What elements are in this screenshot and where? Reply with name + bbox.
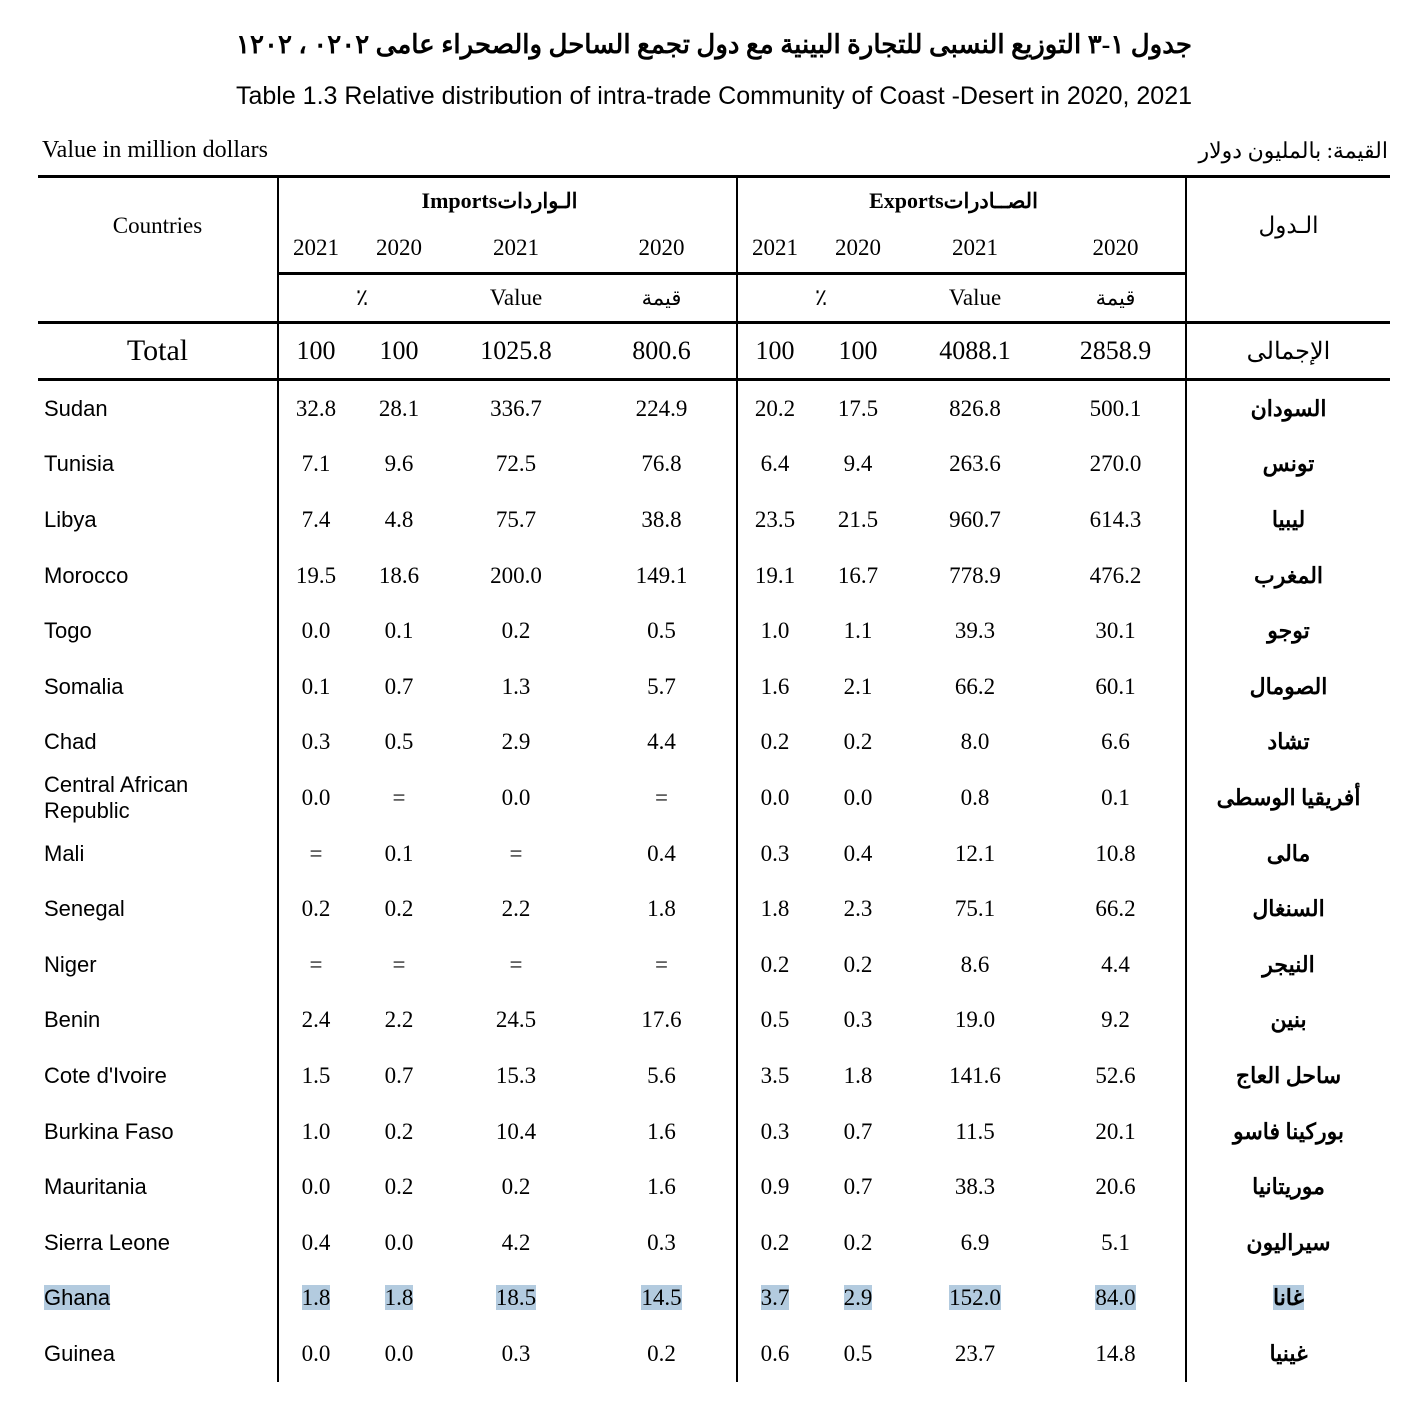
row-imports-pct-2020: 0.2 [384,896,414,922]
row-exports-pct-2020: 0.0 [843,784,873,810]
row-country-name-ar [1186,1271,1390,1327]
header-imports-year-val-2021: 2021 [445,224,587,274]
row-exports-pct-2020: 0.7 [843,1118,873,1144]
row-exports-val-2021 [904,1271,1046,1327]
row-exports-pct-2021: 19.1 [737,548,812,604]
row-imports-val-2020: 0.3 [647,1229,676,1255]
highlight-mark: 1.8 [384,1285,414,1311]
row-exports-val-2021: 12.1 [954,840,996,866]
row-imports-val-2021: 4.2 [501,1229,531,1255]
row-imports-val-2021: 10.4 [495,1118,537,1144]
row-exports-pct-2020: 0.7 [843,1174,873,1200]
row-imports-val-2021: 2.2 [501,896,531,922]
row-imports-pct-2020: 0.5 [384,729,414,755]
row-exports-val-2020: 9.2 [1101,1007,1130,1033]
row-imports-val-2020: 224.9 [635,395,688,421]
row-imports-val-2020: 0.5 [647,618,676,644]
row-imports-pct-2020 [353,1271,445,1327]
row-country-name-ar: سيراليون [1186,1215,1390,1271]
row-exports-pct-2020: 1.1 [843,618,873,644]
header-imports-year-pct-2020: 2020 [353,224,445,274]
row-country-name-en [38,1271,278,1327]
row-exports-val-2020: 476.2 [1089,562,1142,588]
header-imports-value-en: Value [445,274,587,323]
row-imports-pct-2021: = [278,826,353,882]
table-row [38,492,1390,548]
row-country-name-ar: موريتانيا [1186,1159,1390,1215]
row-country-name-ar: بوركينا فاسو [1186,1104,1390,1160]
row-country-name-ar: السنغال [1186,881,1390,937]
row-imports-val-2021: 0.0 [501,784,531,810]
row-country-name-en: Sierra Leone [44,1229,170,1255]
row-country-name-ar: النيجر [1186,937,1390,993]
row-exports-pct-2020: 2.3 [843,896,873,922]
row-imports-pct-2020: 2.2 [384,1007,414,1033]
units-caption-row [42,137,1388,164]
row-exports-pct-2020: 17.5 [837,395,879,421]
row-exports-pct-2021: 1.0 [737,603,812,659]
row-exports-pct-2021: 1.6 [737,659,812,715]
header-countries-arabic: الـدول [1186,177,1390,274]
row-exports-val-2020: 6.6 [1101,729,1130,755]
row-imports-pct-2021 [278,1271,353,1327]
row-country-name-ar: توجو [1186,603,1390,659]
row-imports-val-2020: 1.8 [647,896,676,922]
row-imports-pct-2021: 0.2 [278,881,353,937]
row-exports-val-2020: 60.1 [1095,673,1136,699]
row-imports-val-2021: 2.9 [501,729,531,755]
total-imports-val-2021: 1025.8 [445,323,587,380]
row-country-name-en: Cote d'Ivoire [44,1062,167,1088]
row-exports-pct-2020: 0.2 [843,951,873,977]
header-imports-percent: ٪ [278,274,445,323]
units-caption-arabic: القيمة: بالمليون دولار [1198,138,1388,163]
row-exports-val-2021: 8.6 [960,951,990,977]
table-body [38,380,1390,1382]
highlight-mark: 152.0 [949,1285,1001,1311]
row-imports-val-2020: 76.8 [641,451,682,477]
header-exports-value-en: Value [904,274,1046,323]
row-exports-pct-2020 [812,1271,904,1327]
row-country-name-en: Niger [44,951,97,977]
row-imports-pct-2020: 0.0 [384,1229,414,1255]
table-row [38,715,1390,771]
row-imports-pct-2020: 28.1 [378,395,420,421]
row-exports-val-2021: 23.7 [954,1340,996,1366]
row-imports-val-2021: 336.7 [490,395,542,421]
row-imports-val-2021: = [509,951,523,977]
table-row [38,881,1390,937]
row-exports-val-2021: 75.1 [954,896,996,922]
row-exports-pct-2021: 0.0 [737,770,812,826]
row-country-name-ar: المغرب [1186,548,1390,604]
row-imports-pct-2020: 4.8 [384,506,414,532]
row-exports-val-2020: 66.2 [1095,896,1136,922]
total-exports-val-2020: 2858.9 [1046,323,1186,380]
total-exports-val-2021: 4088.1 [904,323,1046,380]
row-imports-pct-2020: 0.7 [384,1062,414,1088]
row-exports-pct-2020: 0.4 [843,840,873,866]
row-country-name-ar: ساحل العاج [1186,1048,1390,1104]
header-sub-blank-right [1186,274,1390,323]
row-exports-pct-2021: 0.5 [737,993,812,1049]
table-row [38,437,1390,493]
row-exports-val-2020: 614.3 [1089,506,1142,532]
row-imports-pct-2020: 0.1 [384,840,414,866]
row-exports-pct-2020: 0.2 [843,729,873,755]
table-row [38,826,1390,882]
table-row [38,1326,1390,1382]
total-label-ar: الإجمالى [1186,323,1390,380]
units-caption-english: Value in million dollars [42,137,268,163]
row-imports-pct-2021: 0.0 [278,1159,353,1215]
header-exports-value-ar: قيمة [1046,274,1186,323]
row-exports-pct-2020: 16.7 [837,562,879,588]
row-exports-val-2021: 8.0 [960,729,990,755]
row-imports-val-2021: 0.3 [501,1340,531,1366]
row-imports-val-2020: 5.7 [647,673,676,699]
row-country-name-en: Somalia [44,673,124,699]
table-total-row [38,323,1390,380]
row-exports-val-2020: 270.0 [1089,451,1142,477]
total-imports-pct-2020: 100 [353,323,445,380]
row-imports-pct-2020: 0.0 [384,1340,414,1366]
row-country-name-en: Mauritania [44,1174,147,1200]
header-imports-year-val-2020: 2020 [587,224,737,274]
row-exports-pct-2020: 0.3 [843,1007,873,1033]
row-exports-val-2020 [1046,1271,1186,1327]
highlight-mark: 18.5 [495,1285,537,1311]
total-imports-pct-2021: 100 [278,323,353,380]
table-container [38,175,1390,1382]
row-imports-val-2021: 15.3 [495,1062,537,1088]
row-imports-val-2020: 4.4 [647,729,676,755]
table-row [38,548,1390,604]
table-title-english: Table 1.3 Relative distribution of intra-trade Community of Coast -Desert in 2020, 2021 [235,82,1193,110]
highlight-mark: 1.8 [301,1285,331,1311]
row-imports-val-2021: 1.3 [501,673,531,699]
row-exports-val-2020: 5.1 [1101,1229,1130,1255]
row-country-name-en: Benin [44,1007,101,1033]
row-country-name-ar: تونس [1186,437,1390,493]
row-exports-pct-2021: 0.2 [737,1215,812,1271]
row-exports-pct-2020: 1.8 [843,1062,873,1088]
row-imports-val-2020: 149.1 [635,562,688,588]
row-imports-pct-2020: 9.6 [384,451,414,477]
row-exports-pct-2021: 0.9 [737,1159,812,1215]
row-imports-val-2021: 72.5 [495,451,537,477]
row-imports-val-2020 [587,1271,737,1327]
row-imports-pct-2021: 1.0 [278,1104,353,1160]
row-imports-val-2020: = [655,784,668,810]
row-imports-pct-2021: 0.4 [278,1215,353,1271]
row-exports-val-2021: 141.6 [949,1062,1001,1088]
row-exports-pct-2021: 0.2 [737,715,812,771]
row-imports-pct-2021: 0.0 [278,770,353,826]
header-exports-label-en: Exports [869,188,944,213]
row-imports-val-2020: = [655,951,668,977]
table-row [38,1104,1390,1160]
row-imports-val-2021 [445,1271,587,1327]
total-imports-val-2020: 800.6 [587,323,737,380]
row-imports-pct-2020: 0.2 [384,1118,414,1144]
row-country-name-ar: مالى [1186,826,1390,882]
row-country-name-ar: بنين [1186,993,1390,1049]
row-exports-val-2021: 38.3 [954,1174,996,1200]
row-exports-pct-2020: 0.5 [843,1340,873,1366]
row-exports-pct-2021: 0.3 [737,826,812,882]
row-country-name-en: Mali [44,840,85,866]
row-imports-pct-2021: 0.3 [278,715,353,771]
row-exports-pct-2021 [737,1271,812,1327]
row-imports-val-2021: 24.5 [495,1007,537,1033]
row-imports-pct-2020: 18.6 [378,562,420,588]
row-exports-val-2020: 20.6 [1095,1174,1136,1200]
row-exports-val-2021: 39.3 [954,618,996,644]
row-exports-val-2020: 52.6 [1095,1062,1136,1088]
row-country-name-en: Sudan [44,395,108,421]
row-imports-pct-2021: 1.5 [278,1048,353,1104]
header-countries: Countries [38,177,278,274]
row-exports-val-2021: 19.0 [954,1007,996,1033]
row-imports-val-2020: 38.8 [641,506,682,532]
row-imports-pct-2021: 0.0 [278,603,353,659]
highlight-mark: 2.9 [843,1285,873,1311]
header-exports-year-pct-2020: 2020 [812,224,904,274]
table-row [38,937,1390,993]
row-imports-pct-2020: 0.1 [384,618,414,644]
header-exports-year-val-2020: 2020 [1046,224,1186,274]
intra-trade-table [38,175,1390,1382]
row-country-name-en: Libya [44,506,97,532]
table-row [38,1271,1390,1327]
header-exports-percent: ٪ [737,274,904,323]
row-exports-val-2020: 30.1 [1095,618,1136,644]
row-country-name-ar: السودان [1186,380,1390,437]
row-imports-pct-2021: 7.4 [278,492,353,548]
row-exports-val-2020: 4.4 [1101,951,1130,977]
header-imports-year-pct-2021: 2021 [278,224,353,274]
row-country-name-en: Senegal [44,896,125,922]
row-country-name-en: Tunisia [44,451,115,477]
row-imports-pct-2020: = [392,784,406,810]
row-country-name-en: Morocco [44,562,129,588]
row-exports-pct-2020: 9.4 [843,451,873,477]
table-row [38,1048,1390,1104]
row-exports-val-2021: 778.9 [949,562,1001,588]
row-imports-val-2020: 1.6 [647,1118,676,1144]
header-exports-group [737,177,1186,225]
total-exports-pct-2020: 100 [812,323,904,380]
row-exports-val-2020: 14.8 [1095,1340,1136,1366]
row-exports-val-2020: 0.1 [1101,784,1130,810]
table-row [38,993,1390,1049]
row-country-name-ar: الصومال [1186,659,1390,715]
table-header-sub-row [38,274,1390,323]
row-exports-pct-2021: 3.5 [737,1048,812,1104]
row-imports-pct-2020: 0.7 [384,673,414,699]
row-exports-pct-2020: 2.1 [843,673,873,699]
row-exports-val-2021: 66.2 [954,673,996,699]
row-country-name-en: Togo [44,618,92,644]
row-exports-pct-2020: 0.2 [843,1229,873,1255]
row-exports-pct-2021: 6.4 [737,437,812,493]
row-exports-val-2021: 826.8 [949,395,1001,421]
row-exports-pct-2021: 0.6 [737,1326,812,1382]
row-imports-val-2020: 5.6 [647,1062,676,1088]
total-exports-pct-2021: 100 [737,323,812,380]
header-imports-group [278,177,737,225]
row-exports-val-2021: 263.6 [949,451,1001,477]
row-imports-val-2021: 200.0 [490,562,542,588]
row-exports-val-2021: 11.5 [955,1118,995,1144]
row-country-name-ar: تشاد [1186,715,1390,771]
highlight-mark: غانا [1272,1285,1305,1311]
row-country-name-ar: ليبيا [1186,492,1390,548]
highlight-mark: Ghana [44,1285,111,1311]
table-title-arabic: جدول ١-٣ التوزيع النسبى للتجارة البينية مع دول تجمع الساحل والصحراء عامى ٢٠٢٠ ، ٢٠٢١ [236,30,1192,59]
row-exports-val-2020: 500.1 [1089,395,1142,421]
row-imports-pct-2020: 0.2 [384,1174,414,1200]
row-imports-val-2020: 17.6 [641,1007,682,1033]
row-country-name-ar: غينيا [1186,1326,1390,1382]
row-imports-val-2020: 1.6 [647,1174,676,1200]
header-exports-label-ar: الصــادرات [943,189,1038,213]
row-imports-pct-2021: 0.1 [278,659,353,715]
highlight-mark: 14.5 [641,1285,682,1311]
row-country-name-en: Guinea [44,1340,115,1366]
total-label-en: Total [38,323,278,380]
row-imports-pct-2021: 19.5 [278,548,353,604]
row-imports-pct-2021: 7.1 [278,437,353,493]
row-exports-val-2021: 960.7 [949,506,1001,532]
row-imports-val-2020: 0.2 [647,1340,676,1366]
header-exports-year-val-2021: 2021 [904,224,1046,274]
table-row [38,659,1390,715]
row-exports-val-2021: 6.9 [960,1229,990,1255]
row-imports-pct-2021: 32.8 [278,380,353,437]
row-imports-val-2021: 0.2 [501,618,531,644]
row-imports-pct-2021: = [278,937,353,993]
row-imports-val-2021: 75.7 [495,506,537,532]
row-country-name-en: Burkina Faso [44,1118,174,1144]
row-country-name-ar: أفريقيا الوسطى [1186,770,1390,826]
row-exports-pct-2021: 1.8 [737,881,812,937]
table-row [38,380,1390,437]
table-header-group-row [38,177,1390,225]
row-imports-val-2021: 0.2 [501,1174,531,1200]
row-imports-val-2020: 0.4 [647,840,676,866]
row-exports-val-2020: 10.8 [1095,840,1136,866]
highlight-mark: 84.0 [1095,1285,1136,1311]
row-imports-pct-2020: = [392,951,406,977]
row-country-name-en: Central African Republic [44,771,189,823]
header-sub-blank-left [38,274,278,323]
row-exports-pct-2021: 0.2 [737,937,812,993]
row-exports-pct-2021: 23.5 [737,492,812,548]
highlight-mark: 3.7 [760,1285,790,1311]
row-exports-pct-2020: 21.5 [837,506,879,532]
header-imports-label-en: Imports [421,188,498,213]
header-imports-value-ar: قيمة [587,274,737,323]
row-exports-pct-2021: 0.3 [737,1104,812,1160]
row-imports-pct-2021: 0.0 [278,1326,353,1382]
row-imports-val-2021: = [509,840,523,866]
table-row [38,1159,1390,1215]
table-row [38,1215,1390,1271]
table-row [38,603,1390,659]
row-exports-pct-2021: 20.2 [737,380,812,437]
table-row [38,770,1390,826]
row-country-name-en: Chad [44,729,97,755]
header-exports-year-pct-2021: 2021 [737,224,812,274]
row-imports-pct-2021: 2.4 [278,993,353,1049]
row-exports-val-2020: 20.1 [1095,1118,1136,1144]
header-imports-label-ar: الـواردات [497,189,578,213]
row-exports-val-2021: 0.8 [960,784,990,810]
